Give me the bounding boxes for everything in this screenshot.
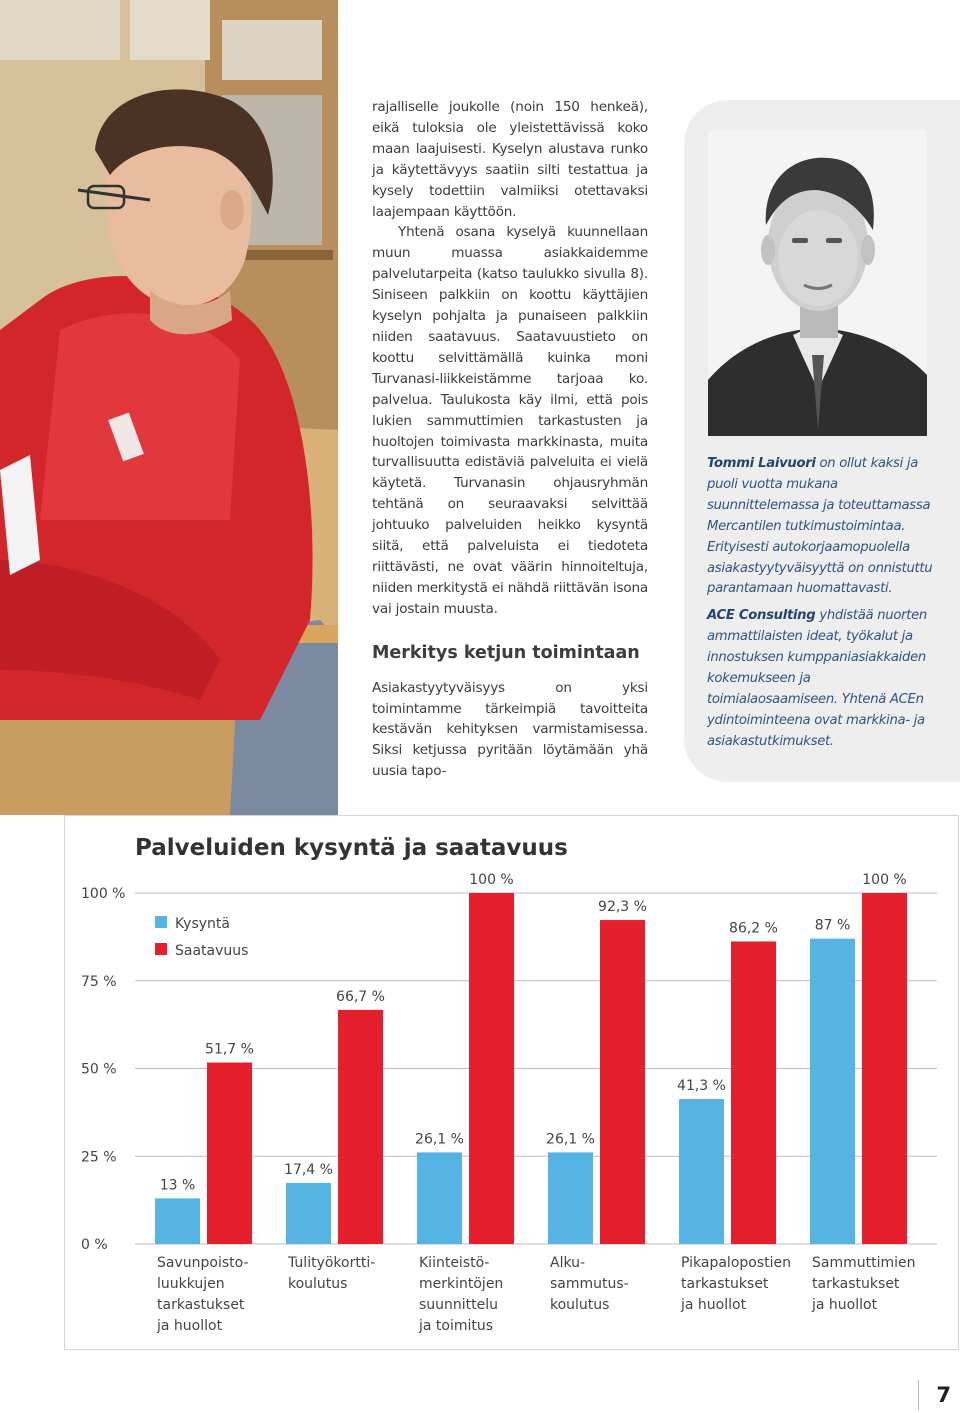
author-bio-paragraph-2 bbox=[707, 606, 939, 752]
data-label-saatavuus-0: 51,7 % bbox=[205, 1041, 254, 1058]
bar-kysyntä-3 bbox=[548, 1152, 593, 1244]
bar-kysyntä-4 bbox=[679, 1099, 724, 1244]
category-label-line: Tulityökortti- bbox=[288, 1255, 376, 1271]
bar-saatavuus-4 bbox=[731, 941, 776, 1244]
category-label-line: tarkastukset bbox=[157, 1297, 245, 1313]
legend-swatch-kysyntä bbox=[155, 916, 167, 928]
category-labels bbox=[156, 1255, 916, 1334]
category-label-line: suunnittelu bbox=[419, 1297, 499, 1313]
author-portrait bbox=[708, 130, 927, 436]
category-label-5 bbox=[811, 1255, 916, 1313]
category-label-line: ja toimitus bbox=[419, 1318, 494, 1334]
author-bio-text-2: yhdistää nuorten ammattilaisten ideat, työkalut ja innostuksen kumppaniasiakkaiden kokemukseen ja toimialaosaamiseen. Yhtenä ACEn ydintoiminteena ovat markkina- ja asiakastutkimukset. bbox=[707, 608, 927, 749]
data-label-kysyntä-1: 17,4 % bbox=[284, 1161, 333, 1178]
page-number: 7 bbox=[918, 1380, 951, 1410]
bar-kysyntä-2 bbox=[417, 1152, 462, 1244]
article-paragraph-2: Yhtenä osana kyselyä kuunnellaan muun muassa asiakkaidemme palvelutarpeita (katso taulukko sivulla 8). Siniseen palkkiin on koottu käyttäjien kyselyn pohjalta ja punaiseen palkkiin niiden saatavuus. Saatavuustieto on koottu selvittämällä kuinka moni Turvanasi-liikkeistämme tarjoaa ko. palvelua. Taulukosta käy ilmi, että pois lukien sammuttimien tarkastusten ja huoltojen toimivasta markkinasta, muita turvallisuutta edistäviä palveluita ei vielä käytetä. Turvanasin ohjausryhmän tehtänä on seuraavaksi selvittää johtuuko palveluiden heikko kysyntä siitä, että palveluista ei tiedoteta riittävästi, ne ovat väärin hinnoiteltuja, niiden merkitystä ei nähdä riittävän isona vai jostain muusta. bbox=[372, 224, 648, 617]
company-name: ACE Consulting bbox=[707, 608, 816, 624]
data-label-saatavuus-2: 100 % bbox=[469, 872, 514, 888]
category-label-line: ja huollot bbox=[681, 1297, 747, 1313]
data-label-saatavuus-3: 92,3 % bbox=[598, 899, 647, 916]
category-label-line: ja huollot bbox=[157, 1318, 223, 1334]
bar-chart bbox=[65, 816, 958, 1349]
category-label-1 bbox=[287, 1255, 375, 1292]
man-at-desk-illustration bbox=[0, 0, 338, 815]
category-label-0 bbox=[156, 1255, 249, 1334]
category-label-line: sammutus- bbox=[550, 1276, 629, 1292]
bar-chart-panel bbox=[64, 815, 959, 1350]
legend-swatch-saatavuus bbox=[155, 943, 167, 955]
y-tick-label: 0 % bbox=[81, 1237, 108, 1253]
category-label-4 bbox=[680, 1255, 791, 1313]
category-label-line: ja huollot bbox=[812, 1297, 878, 1313]
bar-saatavuus-3 bbox=[600, 920, 645, 1244]
article-paragraph-1: rajalliselle joukolle (noin 150 henkeä), eikä tuloksia ole yleistettävissä koko maan laajuisesti. Kyselyn alustava runko ja käytettävyys saatiin silti testattua ja kysely todettiin valmiiksi otettavaksi laajempaan käyttöön. bbox=[372, 99, 648, 220]
chart-legend bbox=[155, 916, 248, 959]
category-label-line: luukkujen bbox=[157, 1276, 225, 1292]
category-label-line: tarkastukset bbox=[681, 1276, 769, 1292]
data-label-saatavuus-5: 100 % bbox=[862, 872, 907, 888]
bar-saatavuus-1 bbox=[338, 1010, 383, 1244]
article-photo bbox=[0, 0, 338, 815]
article-paragraph-3: Asiakastyytyväisyys on yksi toimintamme tärkeimpiä tavoitteita kestävän kehityksen varmistamisessa. Siksi ketjussa pyritään löytämään yhä uusia tapo- bbox=[372, 679, 648, 780]
article-subheading: Merkitys ketjun toimintaan bbox=[372, 642, 640, 663]
bar-kysyntä-1 bbox=[286, 1183, 331, 1244]
data-label-kysyntä-2: 26,1 % bbox=[415, 1131, 464, 1148]
chart-title: Palveluiden kysyntä ja saatavuus bbox=[135, 835, 568, 861]
category-label-line: Sammuttimien bbox=[812, 1255, 916, 1271]
category-label-2 bbox=[418, 1255, 503, 1334]
article-body bbox=[372, 97, 648, 782]
data-label-kysyntä-5: 87 % bbox=[814, 917, 851, 934]
legend-label-saatavuus: Saatavuus bbox=[175, 943, 249, 959]
category-label-line: koulutus bbox=[288, 1276, 348, 1292]
category-label-3 bbox=[550, 1255, 629, 1313]
portrait-photo bbox=[708, 130, 927, 436]
category-label-line: Savunpoisto- bbox=[157, 1255, 249, 1271]
author-bio-text-1: on ollut kaksi ja puoli vuotta mukana suunnittelemassa ja toteuttamassa Mercantilen tutkimustoimintaa. Erityisesti autokorjaamopuolella asiakastyytyväisyyttä on onnistuttu parantamaan huomattavasti. bbox=[707, 456, 933, 597]
bar-saatavuus-2 bbox=[469, 893, 514, 1244]
author-bio bbox=[707, 454, 939, 759]
category-label-line: Alku- bbox=[550, 1255, 586, 1271]
legend-label-kysyntä: Kysyntä bbox=[175, 916, 230, 932]
data-label-kysyntä-3: 26,1 % bbox=[546, 1131, 595, 1148]
bar-kysyntä-0 bbox=[155, 1198, 200, 1244]
category-label-line: koulutus bbox=[550, 1297, 610, 1313]
bar-saatavuus-5 bbox=[862, 893, 907, 1244]
data-label-saatavuus-1: 66,7 % bbox=[336, 988, 385, 1005]
y-tick-label: 25 % bbox=[81, 1149, 117, 1166]
data-label-saatavuus-4: 86,2 % bbox=[729, 920, 778, 937]
author-name: Tommi Laivuori bbox=[707, 456, 816, 471]
y-tick-label: 50 % bbox=[81, 1061, 117, 1078]
data-labels bbox=[160, 872, 907, 1193]
data-label-kysyntä-4: 41,3 % bbox=[677, 1078, 726, 1095]
data-label-kysyntä-0: 13 % bbox=[159, 1177, 196, 1194]
y-tick-label: 100 % bbox=[81, 886, 126, 902]
author-bio-paragraph-1 bbox=[707, 454, 939, 600]
category-label-line: Pikapalopostien bbox=[681, 1255, 791, 1271]
author-sidebar bbox=[684, 100, 960, 782]
category-label-line: tarkastukset bbox=[812, 1276, 900, 1292]
bar-kysyntä-5 bbox=[810, 939, 855, 1244]
bar-saatavuus-0 bbox=[207, 1063, 252, 1244]
category-label-line: merkintöjen bbox=[419, 1276, 504, 1292]
category-label-line: Kiinteistö- bbox=[419, 1255, 490, 1271]
y-tick-label: 75 % bbox=[81, 973, 117, 990]
